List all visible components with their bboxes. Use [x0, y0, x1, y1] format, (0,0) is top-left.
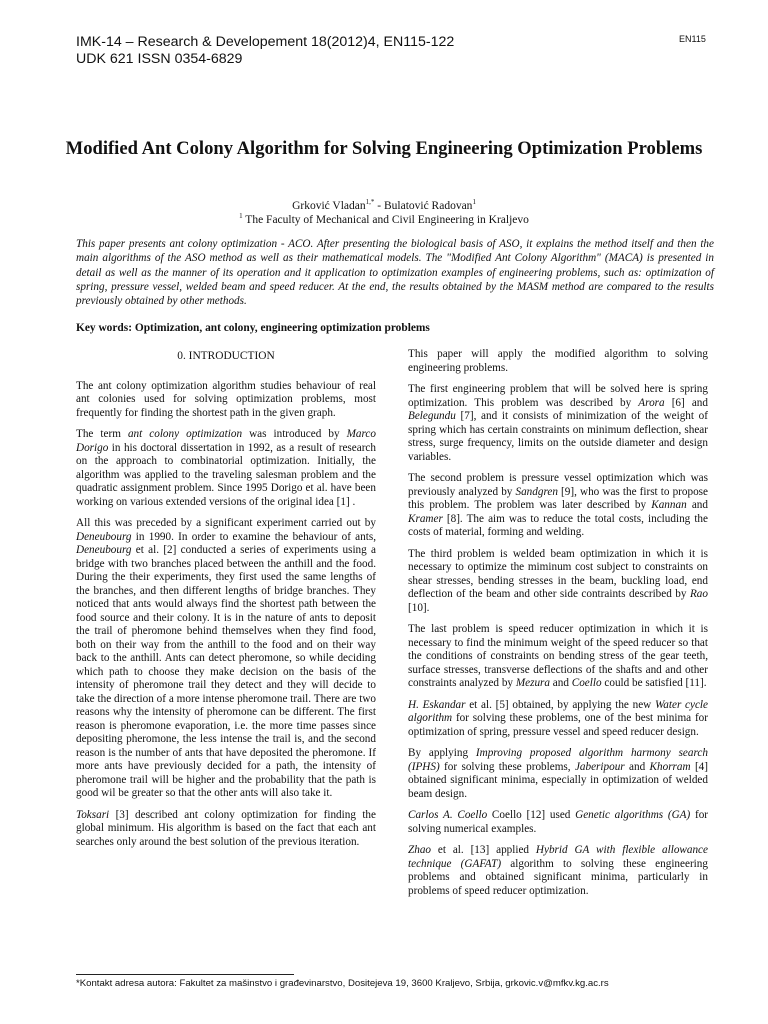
- author-1-affil-mark: 1,*: [365, 198, 375, 206]
- footnote-divider: [76, 974, 294, 975]
- affiliation: [60, 209, 708, 227]
- right-paragraph-9: Zhao et al. [13] applied Hybrid GA with flexible allowance technique (GAFAT) algorithm to solving these engineering problems and obtained significant minima, particularly in problems of speed reducer optimization.: [408, 844, 708, 897]
- author-2-affil-mark: 1: [472, 198, 476, 206]
- author-1: Grković Vladan: [292, 199, 366, 212]
- intro-paragraph-3: All this was preceded by a significant experiment carried out by Deneubourg in 1990. In order to examine the behaviour of ants, Deneubourg et al. [2] conducted a series of experiments using a bridge with two branches placed between the anthill and the food. During the their experiments, they first used the same lengths of the branches, and then different lengths of bridge branches. They noticed that ants would always find the shortest path between the food source and their colony. It is in the nature of ants to deposit the trail of pheromone behind themselves when they find food, both on their way from the anthill to the food and on their way back to the anthill. Ants can detect pheromone, so while deciding which path to choose they make decision on the basis of the intensity of pheromone trail they detect and they will decide to take the direction of a more intense pheromone trail. There are two reasons why the intensity of pheromone can be different. The first reason is pheromone evaporation, i.e. the more time passes since depositing pheromone, the less intense the trail is, and the second reason is the number of ants that have deposited the pheromone. If more ants have previously decided for a path, the intensity of pheromone trail will be higher and the probability that the path is good wil be greater so that the other ants will also take it.: [76, 517, 376, 799]
- intro-paragraph-2: The term ant colony optimization was introduced by Marco Dorigo in his doctoral dissertation in 1992, as a result of research on the approach to combinatorial optimization. Initially, the algorithm was applied to the traveling salesman problem and the quadratic assignment problem. Since 1995 Dorigo et al. have been working on various extended versions of the original idea [1] .: [76, 428, 376, 508]
- right-paragraph-7: By applying Improving proposed algorithm harmony search (IPHS) for solving these problems, Jaberipour and Khorram [4] obtained significant minima, especially in optimization of welded beam design.: [408, 747, 708, 800]
- right-paragraph-8: Carlos A. Coello Coello [12] used Genetic algorithms (GA) for solving numerical examples.: [408, 809, 709, 835]
- right-paragraph-3: The second problem is pressure vessel optimization which was previously analyzed by Sandgren [9], who was the first to propose this problem. The problem was later described by Kannan and Kramer [8]. The aim was to reduce the total costs, including the costs of material, forming and welding.: [408, 472, 708, 538]
- right-paragraph-2: The first engineering problem that will be solved here is spring optimization. This problem was described by Arora [6] and Belegundu [7], and it consists of minimization of the weight of spring which has certain constraints on minimum deflection, shear stress, surge frequency, limits on the outside diameter and design variables.: [408, 383, 708, 463]
- right-paragraph-1: This paper will apply the modified algorithm to solving engineering problems.: [408, 348, 708, 374]
- journal-udk-issn: UDK 621 ISSN 0354-6829: [76, 51, 243, 67]
- section-heading-introduction: 0. INTRODUCTION: [177, 350, 275, 362]
- affiliation-number: 1: [239, 212, 243, 220]
- left-column: [76, 348, 376, 857]
- abstract: This paper presents ant colony optimization - ACO. After presenting the biological basis of ASO, it explains the method itself and then the main algorithms of the ASO method as well as their mathematical models. The "Modified Ant Colony Algorithm" (MACA) is presented in detail as well as the manner of its operation and it application to optimization examples of engineering problems, such as: optimization of spring, pressure vessel, welded beam and speed reducer. At the end, the results obtained by the MASM method are compared to the results previously obtained by other methods.: [76, 238, 714, 308]
- right-paragraph-6: H. Eskandar et al. [5] obtained, by applying the new Water cycle algorithm for solving these problems, one of the best minima for optimization of spring, pressure vessel and speed reducer design.: [408, 698, 708, 738]
- paper-title: Modified Ant Colony Algorithm for Solving Engineering Optimization Problems: [65, 138, 703, 159]
- right-column: [408, 348, 708, 906]
- author-separator: -: [374, 199, 384, 212]
- journal-citation: IMK-14 – Research & Developement 18(2012)4, EN115-122: [76, 34, 455, 50]
- right-paragraph-4: The third problem is welded beam optimization in which it is necessary to optimize the miminum cost subject to constraints on shear stresses, bending stresses in the beam, buckling load, end deflection of the beam and other side contraints described by Rao [10].: [408, 547, 708, 614]
- right-paragraph-5: The last problem is speed reducer optimization in which it is necessary to find the minimum weight of the speed reducer so that the conditions of constraints on bending stress of the gear teeth, surface stresses, transverse deflections of the shafts and and other constraints analyzed by Mezura and Coello could be satisfied [11].: [408, 623, 708, 689]
- keywords: Key words: Optimization, ant colony, engineering optimization problems: [76, 322, 430, 334]
- affiliation-text: The Faculty of Mechanical and Civil Engineering in Kraljevo: [242, 213, 529, 226]
- journal-header: [76, 34, 454, 68]
- author-2: Bulatović Radovan: [383, 199, 473, 212]
- footnote-contact: *Kontakt adresa autora: Fakultet za mašinstvo i građevinarstvo, Dositejeva 19, 3600 Kraljevo, Srbija, grkovic.v@mfkv.kg.ac.rs: [76, 978, 609, 989]
- intro-paragraph-1: The ant colony optimization algorithm studies behaviour of real ant colonies used for solving optimization problems, most frequently for finding the shortest path in the given graph.: [76, 379, 376, 419]
- page-code: EN115: [679, 34, 706, 44]
- intro-paragraph-4: Toksari [3] described ant colony optimization for finding the global minimum. His algorithm is based on the fact that each ant searches only around the best solution of the previous iteration.: [76, 808, 376, 848]
